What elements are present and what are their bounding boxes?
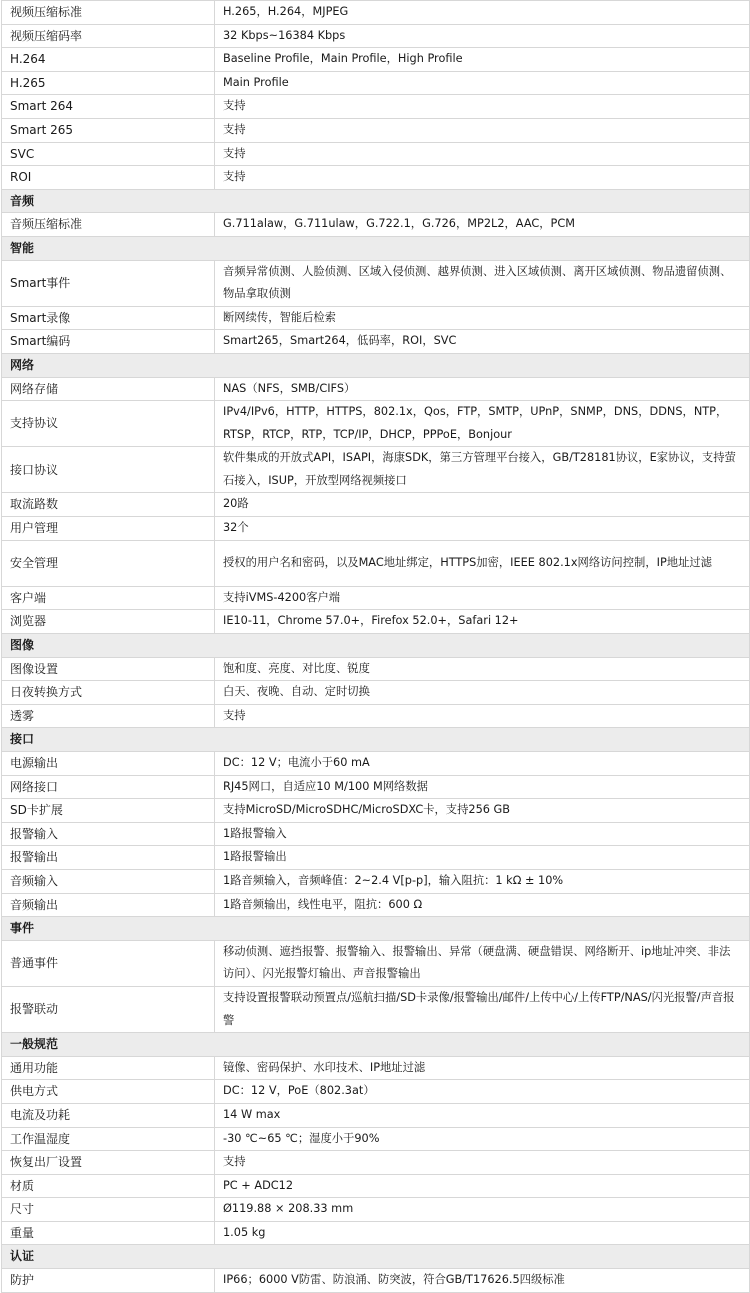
spec-table bbox=[1, 0, 750, 1293]
spec-value: 音频异常侦测、人脸侦测、区域入侵侦测、越界侦测、进入区域侦测、离开区域侦测、物品遗留侦测、物品拿取侦测 bbox=[215, 260, 750, 306]
spec-value: 支持 bbox=[215, 704, 750, 728]
spec-row bbox=[2, 377, 750, 401]
spec-row bbox=[2, 822, 750, 846]
spec-value: 支持MicroSD/MicroSDHC/MicroSDXC卡，支持256 GB bbox=[215, 799, 750, 823]
spec-value: 镜像、密码保护、水印技术、IP地址过滤 bbox=[215, 1056, 750, 1080]
spec-value: 1路音频输入，音频峰值：2~2.4 V[p-p]，输入阻抗：1 kΩ ± 10% bbox=[215, 869, 750, 893]
spec-label: H.264 bbox=[2, 48, 215, 72]
spec-label: 安全管理 bbox=[2, 540, 215, 586]
spec-table-body bbox=[2, 1, 750, 1293]
spec-row bbox=[2, 775, 750, 799]
spec-row bbox=[2, 24, 750, 48]
spec-value: H.265，H.264，MJPEG bbox=[215, 1, 750, 25]
spec-row bbox=[2, 95, 750, 119]
section-header-row bbox=[2, 917, 750, 941]
spec-value: G.711alaw，G.711ulaw，G.722.1，G.726，MP2L2，AAC，PCM bbox=[215, 213, 750, 237]
spec-label: 接口协议 bbox=[2, 447, 215, 493]
spec-row bbox=[2, 330, 750, 354]
spec-value: 软件集成的开放式API，ISAPI，海康SDK，第三方管理平台接入，GB/T28181协议，E家协议，支持萤石接入，ISUP，开放型网络视频接口 bbox=[215, 447, 750, 493]
section-title: 一般规范 bbox=[2, 1033, 750, 1057]
spec-row bbox=[2, 71, 750, 95]
spec-row bbox=[2, 799, 750, 823]
spec-row bbox=[2, 1198, 750, 1222]
spec-row bbox=[2, 166, 750, 190]
spec-label: 电流及功耗 bbox=[2, 1103, 215, 1127]
spec-value: Main Profile bbox=[215, 71, 750, 95]
spec-row bbox=[2, 306, 750, 330]
spec-row bbox=[2, 986, 750, 1032]
section-header-row bbox=[2, 353, 750, 377]
spec-value: 支持 bbox=[215, 118, 750, 142]
section-header-row bbox=[2, 634, 750, 658]
spec-value: 支持 bbox=[215, 166, 750, 190]
spec-label: 材质 bbox=[2, 1174, 215, 1198]
spec-label: 工作温湿度 bbox=[2, 1127, 215, 1151]
spec-label: 网络接口 bbox=[2, 775, 215, 799]
spec-row bbox=[2, 586, 750, 610]
spec-label: 用户管理 bbox=[2, 517, 215, 541]
spec-value: 14 W max bbox=[215, 1103, 750, 1127]
spec-label: 恢复出厂设置 bbox=[2, 1151, 215, 1175]
section-header-row bbox=[2, 1033, 750, 1057]
spec-label: 日夜转换方式 bbox=[2, 681, 215, 705]
spec-value: 支持 bbox=[215, 95, 750, 119]
section-title: 智能 bbox=[2, 236, 750, 260]
spec-label: 视频压缩标准 bbox=[2, 1, 215, 25]
section-header-row bbox=[2, 189, 750, 213]
section-header-row bbox=[2, 236, 750, 260]
spec-row bbox=[2, 657, 750, 681]
spec-row bbox=[2, 1269, 750, 1293]
spec-row bbox=[2, 893, 750, 917]
spec-value: 断网续传，智能后检索 bbox=[215, 306, 750, 330]
spec-row bbox=[2, 48, 750, 72]
spec-label: 通用功能 bbox=[2, 1056, 215, 1080]
spec-row bbox=[2, 681, 750, 705]
spec-label: ROI bbox=[2, 166, 215, 190]
spec-value: RJ45网口，自适应10 M/100 M网络数据 bbox=[215, 775, 750, 799]
spec-value: 授权的用户名和密码，以及MAC地址绑定，HTTPS加密，IEEE 802.1x网络访问控制，IP地址过滤 bbox=[215, 540, 750, 586]
spec-label: 电源输出 bbox=[2, 752, 215, 776]
spec-value: NAS（NFS，SMB/CIFS） bbox=[215, 377, 750, 401]
section-title: 网络 bbox=[2, 353, 750, 377]
spec-value: IE10-11，Chrome 57.0+，Firefox 52.0+，Safari 12+ bbox=[215, 610, 750, 634]
spec-label: SD卡扩展 bbox=[2, 799, 215, 823]
spec-row bbox=[2, 846, 750, 870]
spec-value: 1路报警输出 bbox=[215, 846, 750, 870]
spec-label: 透雾 bbox=[2, 704, 215, 728]
spec-row bbox=[2, 517, 750, 541]
spec-label: 报警输入 bbox=[2, 822, 215, 846]
spec-label: 防护 bbox=[2, 1269, 215, 1293]
section-title: 图像 bbox=[2, 634, 750, 658]
spec-value: 移动侦测、遮挡报警、报警输入、报警输出、异常（硬盘满、硬盘错误、网络断开、ip地址冲突、非法访问）、闪光报警灯输出、声音报警输出 bbox=[215, 940, 750, 986]
spec-value: 支持iVMS-4200客户端 bbox=[215, 586, 750, 610]
spec-row bbox=[2, 447, 750, 493]
spec-value: DC：12 V；电流小于60 mA bbox=[215, 752, 750, 776]
spec-label: 报警输出 bbox=[2, 846, 215, 870]
spec-label: 音频输入 bbox=[2, 869, 215, 893]
spec-row bbox=[2, 1080, 750, 1104]
spec-row bbox=[2, 610, 750, 634]
spec-value: Baseline Profile，Main Profile，High Profile bbox=[215, 48, 750, 72]
spec-value: Ø119.88 × 208.33 mm bbox=[215, 1198, 750, 1222]
spec-row bbox=[2, 1056, 750, 1080]
spec-label: 报警联动 bbox=[2, 986, 215, 1032]
spec-row bbox=[2, 1, 750, 25]
spec-row bbox=[2, 704, 750, 728]
spec-row bbox=[2, 493, 750, 517]
spec-value: 支持 bbox=[215, 1151, 750, 1175]
spec-row bbox=[2, 940, 750, 986]
spec-row bbox=[2, 540, 750, 586]
spec-row bbox=[2, 1221, 750, 1245]
spec-row bbox=[2, 869, 750, 893]
spec-label: 尺寸 bbox=[2, 1198, 215, 1222]
spec-value: 1路音频输出，线性电平，阻抗：600 Ω bbox=[215, 893, 750, 917]
spec-label: Smart录像 bbox=[2, 306, 215, 330]
spec-label: 视频压缩码率 bbox=[2, 24, 215, 48]
spec-row bbox=[2, 1151, 750, 1175]
spec-value: 1路报警输入 bbox=[215, 822, 750, 846]
spec-label: 普通事件 bbox=[2, 940, 215, 986]
spec-label: 浏览器 bbox=[2, 610, 215, 634]
spec-value: 32个 bbox=[215, 517, 750, 541]
spec-row bbox=[2, 1174, 750, 1198]
spec-label: Smart 264 bbox=[2, 95, 215, 119]
spec-value: 1.05 kg bbox=[215, 1221, 750, 1245]
spec-row bbox=[2, 260, 750, 306]
spec-label: Smart事件 bbox=[2, 260, 215, 306]
spec-value: 支持设置报警联动预置点/巡航扫描/SD卡录像/报警输出/邮件/上传中心/上传FTP/NAS/闪光报警/声音报警 bbox=[215, 986, 750, 1032]
section-header-row bbox=[2, 1245, 750, 1269]
spec-label: SVC bbox=[2, 142, 215, 166]
spec-value: 饱和度、亮度、对比度、锐度 bbox=[215, 657, 750, 681]
spec-value: 白天、夜晚、自动、定时切换 bbox=[215, 681, 750, 705]
spec-row bbox=[2, 213, 750, 237]
spec-value: Smart265，Smart264，低码率，ROI，SVC bbox=[215, 330, 750, 354]
spec-value: DC：12 V，PoE（802.3at） bbox=[215, 1080, 750, 1104]
spec-value: IPv4/IPv6，HTTP，HTTPS，802.1x，Qos，FTP，SMTP，UPnP，SNMP，DNS，DDNS，NTP，RTSP，RTCP，RTP，TCP/IP，DHCP，PPPoE，Bonjour bbox=[215, 401, 750, 447]
spec-label: Smart 265 bbox=[2, 118, 215, 142]
section-title: 接口 bbox=[2, 728, 750, 752]
spec-value: -30 ℃~65 ℃；湿度小于90% bbox=[215, 1127, 750, 1151]
section-title: 认证 bbox=[2, 1245, 750, 1269]
spec-label: 网络存储 bbox=[2, 377, 215, 401]
spec-label: 客户端 bbox=[2, 586, 215, 610]
spec-value: IP66；6000 V防雷、防浪涌、防突波，符合GB/T17626.5四级标准 bbox=[215, 1269, 750, 1293]
spec-label: Smart编码 bbox=[2, 330, 215, 354]
spec-value: 支持 bbox=[215, 142, 750, 166]
spec-row bbox=[2, 1127, 750, 1151]
spec-label: H.265 bbox=[2, 71, 215, 95]
spec-value: PC + ADC12 bbox=[215, 1174, 750, 1198]
spec-label: 音频输出 bbox=[2, 893, 215, 917]
spec-row bbox=[2, 142, 750, 166]
spec-value: 20路 bbox=[215, 493, 750, 517]
spec-row bbox=[2, 401, 750, 447]
spec-label: 支持协议 bbox=[2, 401, 215, 447]
spec-label: 取流路数 bbox=[2, 493, 215, 517]
spec-label: 重量 bbox=[2, 1221, 215, 1245]
section-title: 音频 bbox=[2, 189, 750, 213]
spec-label: 供电方式 bbox=[2, 1080, 215, 1104]
spec-value: 32 Kbps~16384 Kbps bbox=[215, 24, 750, 48]
spec-row bbox=[2, 118, 750, 142]
spec-label: 音频压缩标准 bbox=[2, 213, 215, 237]
spec-label: 图像设置 bbox=[2, 657, 215, 681]
section-header-row bbox=[2, 728, 750, 752]
spec-row bbox=[2, 1103, 750, 1127]
spec-row bbox=[2, 752, 750, 776]
section-title: 事件 bbox=[2, 917, 750, 941]
